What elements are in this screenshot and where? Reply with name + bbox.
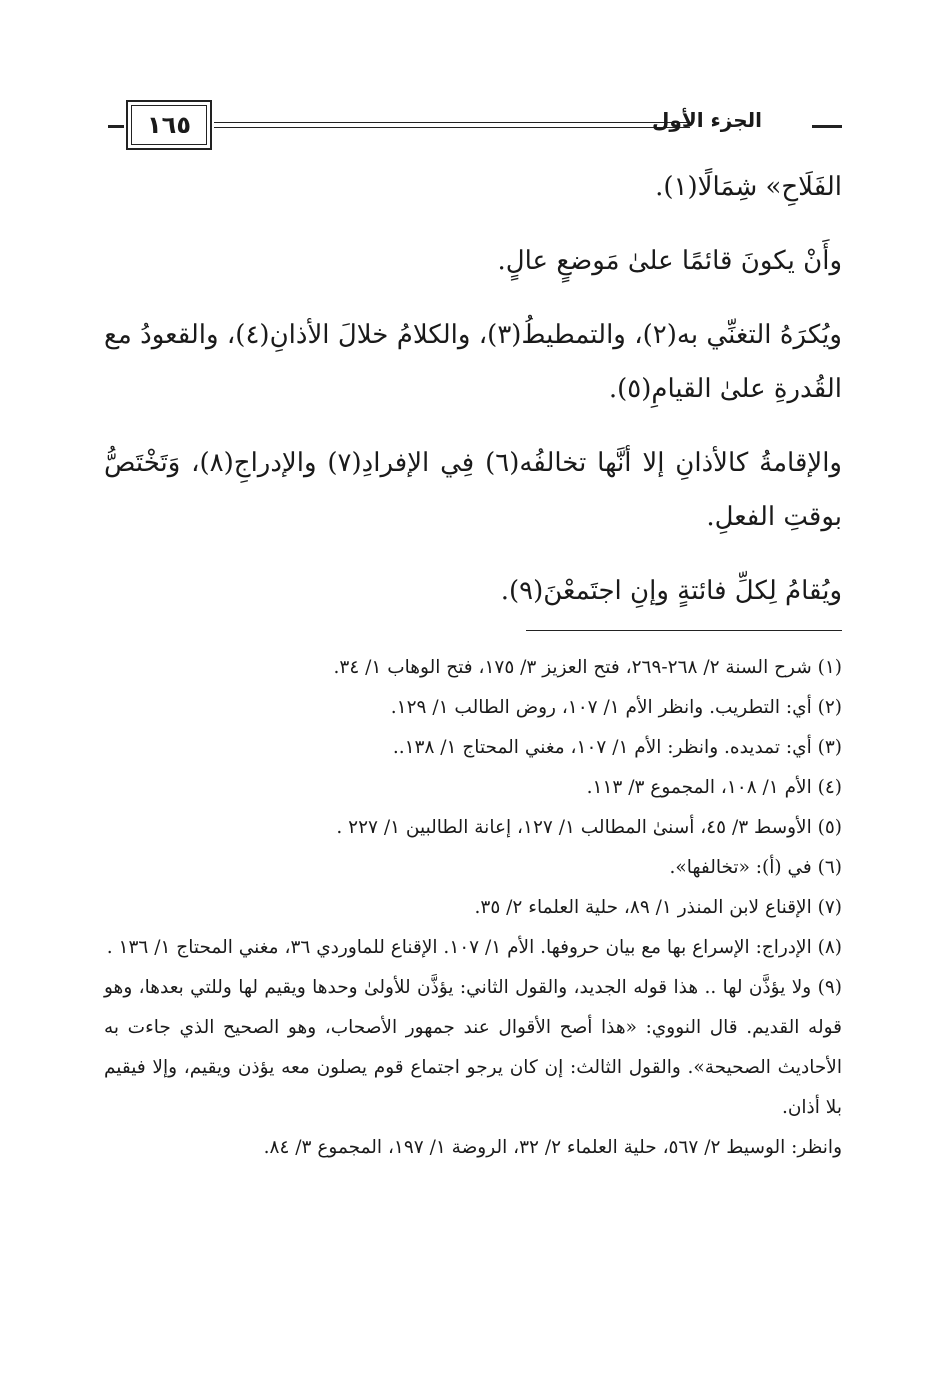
- footnote: (٢) أي: التطريب. وانظر الأم ١/ ١٠٧، روض الطالب ١/ ١٢٩.: [390, 697, 842, 718]
- header-double-rule-top: [214, 122, 690, 123]
- paragraph: وأَنْ يكونَ قائمًا علىٰ مَوضعٍ عالٍ.: [497, 246, 842, 276]
- main-text: [104, 160, 842, 638]
- footnote: (٧) الإقناع لابن المنذر ١/ ٨٩، حلية العلماء ٢/ ٣٥.: [474, 897, 842, 918]
- running-head: الجزء الأول: [652, 108, 762, 132]
- footnote: (٣) أي: تمديده. وانظر: الأم ١/ ١٠٧، مغني المحتاج ١/ ١٣٨..: [392, 737, 842, 758]
- footnote: (١) شرح السنة ٢/ ٢٦٨-٢٦٩، فتح العزيز ٣/ ١٧٥، فتح الوهاب ١/ ٣٤.: [333, 657, 842, 678]
- paragraph: الفَلَاحِ» شِمَالًا(١).: [655, 172, 842, 202]
- footnote: (٤) الأم ١/ ١٠٨، المجموع ٣/ ١١٣.: [586, 777, 842, 798]
- footnote: وانظر: الوسيط ٢/ ٥٦٧، حلية العلماء ٢/ ٣٢، الروضة ١/ ١٩٧، المجموع ٣/ ٨٤.: [263, 1137, 842, 1158]
- page-number: ١٦٥: [131, 105, 207, 145]
- page-header: [108, 96, 842, 158]
- footnote-separator: [526, 630, 842, 631]
- footnote: (٨) الإدراج: الإسراع بها مع بيان حروفها. الأم ١/ ١٠٧. الإقناع للماوردي ٣٦، مغني المحتاج ١/ ١٣٦ .: [106, 937, 842, 958]
- footnotes: [104, 648, 842, 1168]
- header-rule-right: [812, 125, 842, 128]
- footnote: (٦) في (أ): «تخالفها».: [669, 857, 842, 878]
- footnote: (٥) الأوسط ٣/ ٤٥، أسنىٰ المطالب ١/ ١٢٧، إعانة الطالبين ١/ ٢٢٧ .: [336, 817, 842, 838]
- header-rule-left: [108, 125, 124, 128]
- header-double-rule-bottom: [214, 127, 690, 128]
- paragraph: ويُكرَهُ التغنِّي به(٢)، والتمطيطُ(٣)، والكلامُ خلالَ الأذانِ(٤)، والقعودُ مع القُدرةِ علىٰ القيامِ(٥).: [104, 320, 842, 404]
- paragraph: ويُقامُ لِكلِّ فائتةٍ وإنِ اجتَمعْنَ(٩).: [500, 576, 842, 606]
- footnote: (٩) ولا يؤذَّن لها .. هذا قوله الجديد، والقول الثاني: يؤذَّن للأولىٰ وحدها ويقيم لها وللتي بعدها، وهو قوله القديم. قال النووي: «هذا أصح الأقوال عند جمهور الأصحاب، وهو الصحيح الذي جاءت به الأحاديث الصحيحة». والقول الثالث: إن كان يرجو اجتماع قوم يصلون معه يؤذن ويقيم، وإلا فيقيم بلا أذان.: [104, 977, 842, 1118]
- paragraph: والإقامةُ كالأذانِ إلا أنَّها تخالفُه(٦) فِي الإفرادِ(٧) والإدراجِ(٨)، وَتَخْتَصُّ بوقتِ الفعلِ.: [104, 448, 842, 532]
- page-number-box: [126, 100, 212, 150]
